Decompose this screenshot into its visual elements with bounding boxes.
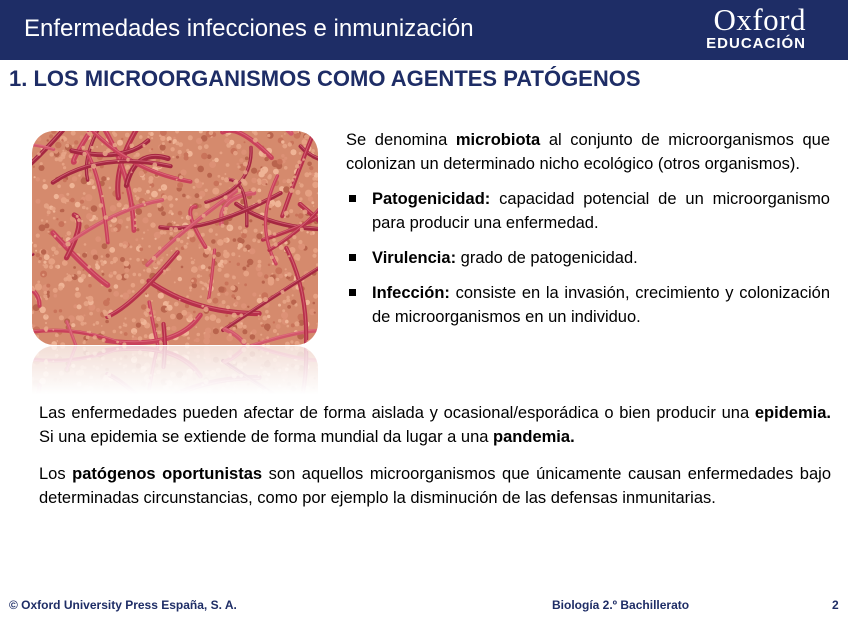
intro-text-1: Se denomina <box>346 131 456 149</box>
bullet-text: capacidad potencial de un microorganismo para producir una enfermedad. <box>372 190 830 232</box>
logo-sub: EDUCACIÓN <box>706 35 806 52</box>
bullet-square-icon <box>349 254 356 261</box>
header-bar <box>0 0 848 60</box>
para2-text-1: Los <box>39 465 73 483</box>
term-patogenos-oportunistas: patógenos oportunistas <box>72 465 263 483</box>
bullet-square-icon <box>349 195 356 202</box>
bullet-square-icon <box>349 289 356 296</box>
footer-course: Biología 2.º Bachillerato <box>552 598 690 612</box>
para1-text-1: Las enfermedades pueden afectar de forma aislada y ocasional/esporádica o bien producir una <box>39 404 755 422</box>
definition-list <box>346 187 830 329</box>
list-item <box>346 246 830 270</box>
intro-term-microbiota: microbiota <box>455 131 541 149</box>
para2-text-2: son aquellos microorganismos que únicamente causan enfermedades bajo determinadas circunstancias, como por ejemplo la disminución de las defensas inmunitarias. <box>39 465 831 507</box>
opportunists-paragraph <box>39 462 831 510</box>
definitions-column <box>346 128 830 329</box>
header-title: Enfermedades infecciones e inmunización <box>24 15 474 42</box>
para1-text-2: Si una epidemia se extiende de forma mundial da lugar a una <box>39 428 494 446</box>
micrograph-illustration <box>32 131 318 345</box>
footer-copyright: © Oxford University Press España, S. A. <box>9 598 237 612</box>
term-pandemia: pandemia. <box>493 428 575 446</box>
epidemic-paragraph <box>39 401 831 449</box>
bullet-text: grado de patogenicidad. <box>456 249 638 267</box>
intro-text-2: al conjunto de microorganismos que colonizan un determinado nicho ecológico (otros organismos). <box>346 131 830 173</box>
logo-brand: Oxford <box>713 2 806 37</box>
term-epidemia: epidemia. <box>754 404 831 422</box>
section-heading: 1. LOS MICROORGANISMOS COMO AGENTES PATÓGENOS <box>9 66 641 91</box>
bullet-term: Patogenicidad: <box>372 190 491 208</box>
list-item <box>346 281 830 329</box>
page-number: 2 <box>832 598 839 612</box>
list-item <box>346 187 830 235</box>
micrograph-reflection <box>32 346 318 400</box>
bacteria-micrograph <box>32 131 318 345</box>
bullet-text: consiste en la invasión, crecimiento y colonización de microorganismos en un individuo. <box>372 284 830 326</box>
bullet-term: Virulencia: <box>372 249 457 267</box>
oxford-logo <box>706 4 806 52</box>
intro-paragraph <box>346 128 830 176</box>
bullet-term: Infección: <box>372 284 450 302</box>
